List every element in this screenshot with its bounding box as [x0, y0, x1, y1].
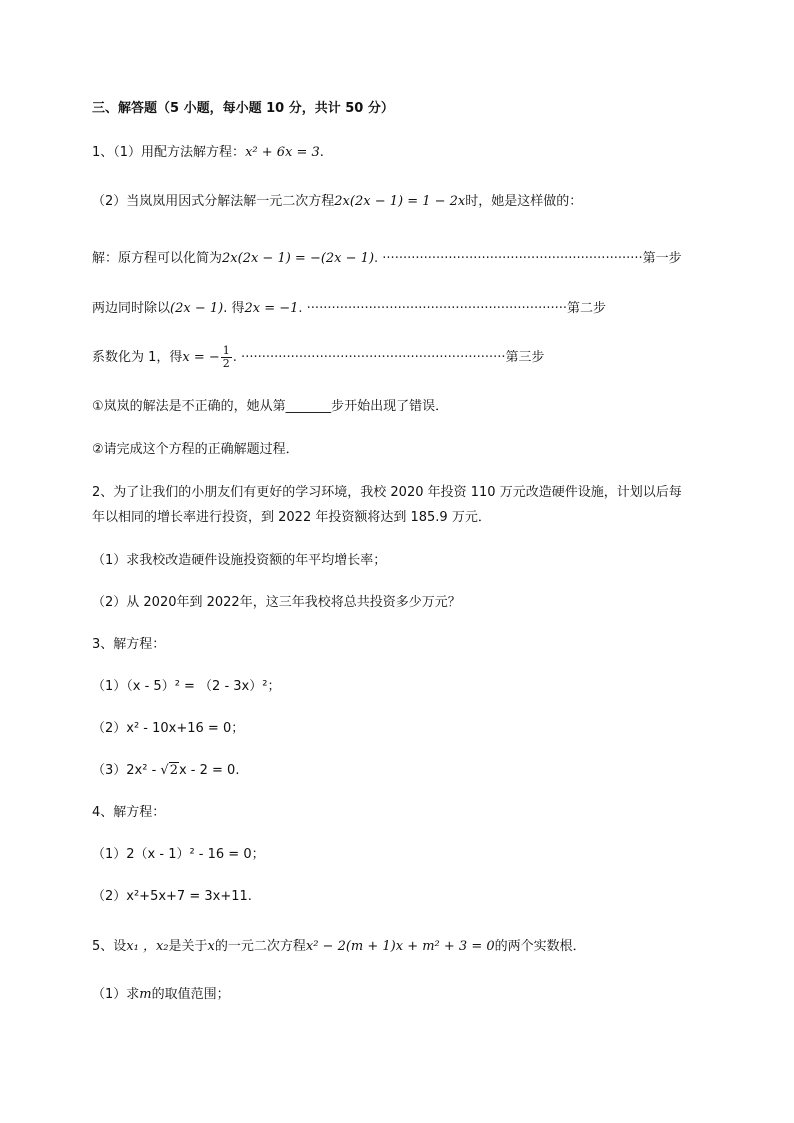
q1-step3-dots: . ································································: [232, 350, 506, 365]
q1-step2-label: 第二步: [567, 301, 607, 316]
q3-part3-prefix: （3）2x² -: [92, 763, 161, 778]
q5-part1-prefix: （1）求: [92, 987, 140, 1002]
q1-step3: [92, 345, 545, 371]
q1-step2-equation1: (2x − 1): [170, 301, 224, 316]
q3-part1: （1）（x - 5）² = （2 - 3x）²；: [92, 679, 281, 694]
q1-step2-mid: . 得: [223, 301, 245, 316]
q5-line: [92, 938, 586, 956]
sqrt-symbol: √2: [160, 763, 178, 778]
section-title: 三、解答题（5 小题，每小题 10 分，共计 50 分）: [92, 101, 394, 116]
sqrt-radicand: 2: [169, 763, 178, 778]
q5-suffix: 的两个实数根．: [494, 939, 586, 954]
q1-step1: [92, 250, 682, 268]
q5-mid: 是关于: [168, 939, 208, 954]
q3-part3: [92, 762, 239, 780]
q2-line2: 年以相同的增长率进行投资，到 2022 年投资额将达到 185.9 万元．: [92, 510, 491, 525]
q1-step1-dots: . ·······························································: [374, 251, 643, 266]
q1-part2-equation: 2x(2x − 1) = 1 − 2x: [334, 194, 466, 209]
q3-title: 3、解方程：: [92, 637, 166, 652]
q1-part1-prefix: （1）用配方法解方程：: [113, 145, 246, 160]
q1-step2: [92, 300, 606, 318]
q1-step2-dots: . ·······························································: [298, 301, 568, 316]
q3-part2: （2）x² - 10x+16 = 0；: [92, 721, 245, 736]
fraction-denominator: 2: [222, 357, 230, 370]
q5-part1-var: m: [139, 987, 152, 1002]
q1-part2-suffix: 时，她是这样做的：: [465, 194, 583, 209]
q3-part3-suffix: x - 2 = 0.: [178, 763, 240, 778]
q1-step3-prefix: 系数化为 1，得: [92, 350, 183, 365]
q5-part1: [92, 986, 230, 1004]
q5-equation: x² − 2(m + 1)x + m² + 3 = 0: [305, 939, 495, 954]
q1-sub1: ①岚岚的解法是不正确的，她从第_______步开始出现了错误．: [92, 399, 449, 414]
q4-part1: （1）2（x - 1）² - 16 = 0；: [92, 847, 265, 862]
q1-part2-prefix: （2）当岚岚用因式分解法解一元二次方程: [92, 194, 335, 209]
q5-mid2: 的一元二次方程: [214, 939, 306, 954]
q5-var: x: [207, 939, 215, 954]
q5-prefix: 5、设: [92, 939, 127, 954]
q1-part1-end: .: [319, 145, 324, 160]
q1-step1-label: 第一步: [642, 251, 682, 266]
q1-part2: [92, 193, 582, 211]
q1-step1-equation: 2x(2x − 1) = −(2x − 1): [222, 251, 375, 266]
q1-step2-equation2: 2x = −1: [244, 301, 299, 316]
q4-part2: （2）x²+5x+7 = 3x+11.: [92, 889, 252, 904]
q2-part2: （2）从 2020年到 2022年，这三年我校将总共投资多少万元？: [92, 595, 461, 610]
q5-vars: x₁ ，x₂: [126, 939, 169, 954]
q1-step2-prefix: 两边同时除以: [92, 301, 171, 316]
fraction-numerator: 1: [222, 344, 230, 357]
q1-part1-equation: x² + 6x = 3: [245, 145, 320, 160]
q1-part1: [92, 144, 324, 162]
q1-step3-equation: x = −: [182, 350, 220, 365]
q5-part1-suffix: 的取值范围；: [151, 987, 230, 1002]
q2-part1: （1）求我校改造硬件设施投资额的年平均增长率；: [92, 553, 387, 568]
q4-title: 4、解方程：: [92, 805, 166, 820]
q1-step3-label: 第三步: [505, 350, 545, 365]
q2-line1: 2、为了让我们的小朋友们有更好的学习环境，我校 2020 年投资 110 万元改造硬件设施，计划以后每: [92, 485, 682, 500]
q1-number: 1、: [92, 145, 114, 160]
q1-step1-prefix: 解：原方程可以化简为: [92, 251, 223, 266]
q1-step3-fraction: [221, 345, 232, 370]
q1-sub2: ②请完成这个方程的正确解题过程．: [92, 442, 299, 457]
